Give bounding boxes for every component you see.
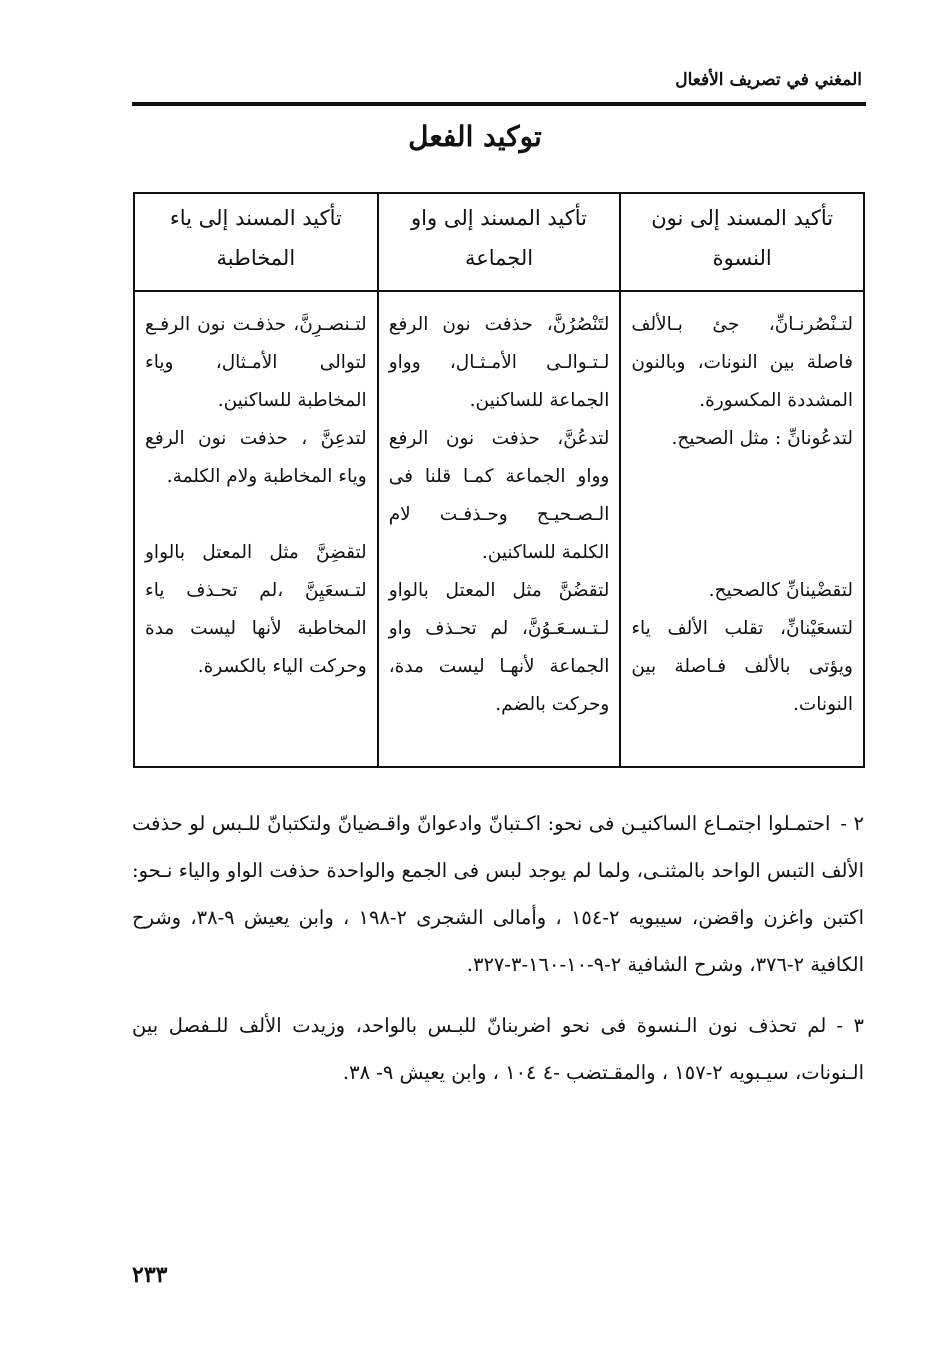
footnote-number: ٣ - [836,1014,864,1037]
niswa-entry-alif: لتسعَيْنانِّ، تقلب الألف ياء ويؤتى بالألف فـاصلة بين النونات. [631,618,853,715]
mukhataba-entry-mutal-waw: لتدعِنَّ ، حذفت نون الرفع وياء المخاطبة ولام الكلمة. [145,428,367,487]
footnote-number: ٢ - [840,812,864,835]
header-jamaa: تأكيد المسند إلى واو الجماعة [378,194,621,291]
column-jamaa [378,291,621,766]
niswa-entry-sahih: لتـنْصُرنـانِّ، جئ بـالألف فاصلة بين النونات، وبالنون المشددة المكسورة. [631,314,853,411]
footnote-2 [132,800,864,988]
footnote-3 [132,1002,864,1096]
header-niswa: تأكيد المسند إلى نون النسوة [620,194,863,291]
column-mukhataba [135,291,378,766]
niswa-entry-naqis: لتقضْينانِّ كالصحيح. [708,580,853,601]
header-mukhataba: تأكيد المسند إلى ياء المخاطبة [135,194,378,291]
jamaa-entry-sahih: لتَنْصُرُنَّ، حذفت نون الرفع لـتـوالـى الأمـثـال، وواو الجماعة للساكنين. [388,314,610,411]
footnote-text: احتمـلوا اجتمـاع الساكنيـن فى نحو: اكـتبانّ وادعوانّ واقـضيانّ ولتكتبانّ للـبس لو حذفت الألف التبس الواحد بالمثنـى، ولما لم يوجد لبس فى الجمع والواحدة حذفت الواو والياء نـحو: اكتبن واغزن واقضن، سيبويه ٢-١٥٤ ، وأمالى الشجرى ٢-١٩٨ ، وابن يعيش ٩-٣٨، وشرح الكافية ٢-٣٧٦، وشرح الشافية ٢-٩-١٠-١٦٠-٣-٣٢٧. [132,812,864,976]
header-rule [132,102,866,106]
jamaa-entry-mutal-waw: لتدعُنَّ، حذفت نون الرفع وواو الجماعة كمـا قلنا فى الـصـحيـح وحـذفـت لام الكلمة للساكنين. [388,428,610,563]
page-number: ٢٣٣ [132,1262,168,1288]
mukhataba-entry-naqis: لتقضِنَّ مثل المعتل بالواو لتـسعَيِنَّ ،لم تحـذف ياء المخاطبة لأنها ليست مدة وحركت الياء بالكسرة. [145,542,367,677]
jamaa-entry-naqis: لتقضُنَّ مثل المعتل بالواو لـتـسـعَـوُنَّ، لم تحـذف واو الجماعة لأنهـا ليست مدة، وحركت بالضم. [388,580,610,715]
footnote-text: لم تحذف نون الـنسوة فى نحو اضربنانّ للبـس بالواحد، وزيدت الألف للـفصل بين الـنونات، سيـبويه ٢-١٥٧ ، والمقـتضب -٤ ١٠٤ ، وابن يعيش ٩- ٣٨. [132,1014,864,1084]
footnotes [132,800,864,1110]
column-niswa [620,291,863,766]
section-title: توكيد الفعل [408,120,542,153]
niswa-entry-mutal-waw: لتدعُونانِّ : مثل الصحيح. [671,428,853,449]
conjugation-table [133,192,865,768]
mukhataba-entry-sahih: لتـنصـرِنَّ، حذفـت نون الرفـع لتوالى الأمـثال، وياء المخاطبة للساكنين. [145,314,367,411]
running-header: المغني في تصريف الأفعال [675,70,862,90]
